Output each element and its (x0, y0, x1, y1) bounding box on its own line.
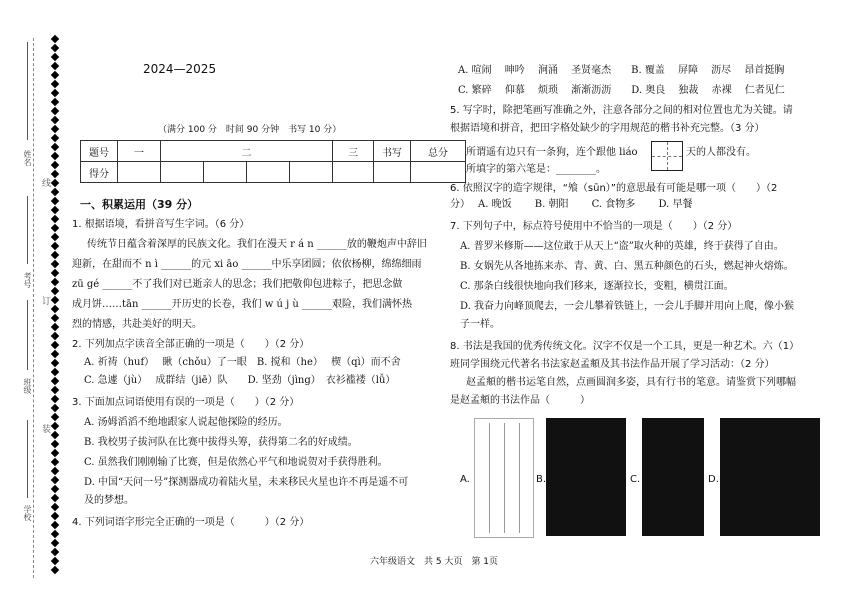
q2-stem: 2. 下列加点字读音全部正确的一项是（ ）（2 分） (72, 339, 310, 350)
border-diamond (51, 206, 59, 214)
border-diamond (51, 377, 59, 385)
score-header-cell: 题号 (81, 141, 118, 162)
q2-options-row2: C. 急遽（jù） 成群结（jiē）队 D. 坚劲（jìng） 衣衫褴褛（lǚ） (84, 375, 396, 386)
border-diamond (51, 521, 59, 529)
score-header-cell: 书写 (374, 141, 411, 162)
border-diamond (51, 359, 59, 367)
score-table (80, 140, 466, 183)
sidebar-label-name: 姓名 (23, 150, 32, 166)
border-diamond (51, 413, 59, 421)
border-diamond (51, 449, 59, 457)
callig-option-a-label: A. (460, 474, 470, 485)
q8-quote: 赵孟頫的楷书运笔自然，点画圆润多姿，具有行书的笔意。请鉴赏下列哪幅 (466, 377, 796, 388)
border-diamond (51, 116, 59, 124)
score-cell[interactable] (374, 162, 411, 183)
border-diamond (51, 107, 59, 115)
section-title: 一、积累运用（39 分） (80, 198, 199, 211)
border-diamond (51, 35, 59, 43)
q5-sentence-end: 天的人都没有。 (686, 147, 756, 158)
q3-option-a: A. 汤姆滔滔不绝地跟家人说起他探险的经历。 (84, 417, 288, 428)
border-diamond (51, 134, 59, 142)
border-diamond (51, 98, 59, 106)
school-write-line (27, 420, 28, 498)
score-header-cell: 二 (161, 141, 333, 162)
border-diamond (51, 485, 59, 493)
q5-stem: 5. 写字时，除把笔画写准确之外，注意各部分之间的相对位置也尤为关键。请 (450, 105, 793, 116)
border-diamond (51, 431, 59, 439)
border-diamond (51, 188, 59, 196)
border-diamond (51, 296, 59, 304)
border-diamond (51, 386, 59, 394)
q5-fill-blank: 所填字的第六笔是：________。 (466, 164, 606, 175)
q7-option-a: A. 普罗米修斯——这位敢于从天上“盗”取火种的英雄，终于获得了自由。 (460, 241, 784, 252)
border-diamond (51, 332, 59, 340)
callig-option-d-label: D. (708, 474, 719, 485)
border-diamond (51, 269, 59, 277)
exam-info: （满分 100 分 时间 90 分钟 书写 10 分） (158, 125, 342, 135)
border-diamond (51, 197, 59, 205)
border-diamond (51, 125, 59, 133)
q8-quote-cont: 是赵孟頫的书法作品（ ） (450, 395, 590, 406)
seal-mark-line: 线 (40, 178, 50, 187)
calligraphy-sample-a-image[interactable] (474, 418, 534, 538)
q2-options-row1: A. 祈祷（huf） 瞅（chǒu）了一眼 B. 搅和（he） 楔（qì）而不舍 (84, 357, 401, 368)
border-diamond (51, 215, 59, 223)
border-diamond (51, 557, 59, 565)
border-diamond (51, 458, 59, 466)
q1-line: 成月饼……tān ______开历史的长卷，我们 w ú j ù ______艰险，我们满怀热 (72, 299, 413, 310)
border-diamond (51, 89, 59, 97)
score-row-label: 得分 (81, 162, 118, 183)
q3-option-d-cont: 及的梦想。 (84, 495, 134, 506)
border-diamond (51, 62, 59, 70)
seal-mark-bind: 订 (40, 296, 50, 305)
border-diamond (51, 395, 59, 403)
tian-zi-ge-box[interactable] (651, 141, 683, 171)
border-diamond (51, 80, 59, 88)
diamond-border (52, 36, 60, 576)
calligraphy-sample-c-image[interactable] (642, 418, 704, 536)
border-diamond (51, 152, 59, 160)
class-write-line (27, 300, 28, 370)
q6-options: A. 晚饭 B. 朝阳 C. 食物多 D. 早餐 (478, 199, 693, 210)
border-diamond (51, 242, 59, 250)
q3-option-d: D. 中国“天问一号”探测器成功着陆火星，未来移民火星也许不再是遥不可 (84, 477, 409, 488)
q1-line: 烈的情感，共赴美好的明天。 (72, 319, 202, 330)
score-header-cell: 三 (333, 141, 374, 162)
border-diamond (51, 161, 59, 169)
border-diamond (51, 512, 59, 520)
q8-stem-cont: 班同学围绕元代著名书法家赵孟頫及其书法作品开展了学习活动：（2 分） (450, 359, 775, 370)
q7-option-d: D. 我奋力向峰顶爬去，一会儿攀着铁链上，一会儿手脚并用向上爬，像小猴 (460, 301, 795, 312)
score-cell[interactable] (290, 162, 333, 183)
border-diamond (51, 341, 59, 349)
q7-option-c: C. 那条白线很快地向我们移来，逐渐拉长，变粗，横贯江面。 (460, 281, 734, 292)
q5-sentence: 所谓遥有边只有一条狗，连个跟他 liáo (466, 147, 638, 158)
name-write-line (27, 42, 28, 140)
score-cell[interactable] (411, 162, 466, 183)
border-diamond (51, 71, 59, 79)
q7-option-b: B. 女娲先从各地拣来赤、青、黄、白、黑五种颜色的石头，燃起神火熔炼。 (460, 261, 794, 272)
border-diamond (51, 566, 59, 574)
calligraphy-sample-d-image[interactable] (720, 418, 820, 536)
border-diamond (51, 44, 59, 52)
score-cell[interactable] (333, 162, 374, 183)
border-diamond (51, 278, 59, 286)
exam-number-write-line (27, 196, 28, 264)
border-diamond (51, 503, 59, 511)
q1-line: 传统节日蕴含着深厚的民族文化。我们在漫天 r á n ______放的鞭炮声中辞旧 (87, 239, 427, 250)
border-diamond (51, 170, 59, 178)
score-cell[interactable] (161, 162, 204, 183)
border-diamond (51, 404, 59, 412)
binding-dashed-line (33, 38, 34, 578)
q4-options-row2: C. 繁碎 仰慕 烦琐 渐渐沥沥 D. 奥良 独裁 赤裸 仁者见仁 (458, 85, 785, 96)
q7-stem: 7. 下列句子中，标点符号使用中不恰当的一项是（ ）（2 分） (450, 221, 738, 232)
q3-option-c: C. 虽然我们刚刚输了比赛，但是依然心平气和地说贺对手获得胜利。 (84, 457, 388, 468)
q7-option-d-cont: 子一样。 (460, 319, 500, 330)
border-diamond (51, 368, 59, 376)
q1-stem: 1. 根据语境，看拼音写生字词。（6 分） (72, 219, 250, 230)
border-diamond (51, 251, 59, 259)
score-cell[interactable] (204, 162, 247, 183)
sidebar-label-school: 学校 (23, 505, 32, 521)
score-header-cell: 总分 (411, 141, 466, 162)
border-diamond (51, 539, 59, 547)
border-diamond (51, 224, 59, 232)
border-diamond (51, 314, 59, 322)
sidebar-label-class: 班级 (23, 378, 32, 394)
seal-mark-fix: 装 (40, 424, 50, 433)
score-cell[interactable] (247, 162, 290, 183)
school-year: 2024—2025 (143, 62, 217, 76)
q6-stem: 6. 依照汉字的造字规律，“飧（sūn）”的意思最有可能是哪一项（ ）（2 (450, 183, 778, 194)
border-diamond (51, 548, 59, 556)
border-diamond (51, 494, 59, 502)
q6-stem-end: 分） (450, 199, 470, 210)
sidebar-label-exam-number: 考号 (23, 272, 32, 288)
callig-option-b-label: B. (536, 474, 547, 485)
q1-line: zū gé ______不了我们对已逝亲人的思念；我们把敬仰包进粽子，把思念做 (72, 279, 403, 290)
callig-option-c-label: C. (630, 474, 641, 485)
border-diamond (51, 260, 59, 268)
q8-stem: 8. 书法是我国的优秀传统文化。汉字不仅是一个工具，更是一种艺术。六（1） (450, 341, 800, 352)
border-diamond (51, 467, 59, 475)
border-diamond (51, 305, 59, 313)
border-diamond (51, 476, 59, 484)
border-diamond (51, 440, 59, 448)
q3-stem: 3. 下面加点词语使用有误的一项是（ ）（2 分） (72, 397, 300, 408)
q4-stem: 4. 下列词语字形完全正确的一项是（ ）（2 分） (72, 517, 310, 528)
q4-options-row1: A. 喧闹 呻吟 涧涌 圣贤毫杰 B. 覆盖 屏障 沥尽 昂首挺胸 (458, 65, 785, 76)
calligraphy-sample-b-image[interactable] (546, 418, 626, 536)
border-diamond (51, 53, 59, 61)
score-cell[interactable] (118, 162, 161, 183)
page-footer: 六年级语文 共 5 大页 第 1页 (370, 557, 499, 567)
border-diamond (51, 143, 59, 151)
border-diamond (51, 530, 59, 538)
q3-option-b: B. 我校男子拔河队在比赛中拔得头筹，获得第二名的好成绩。 (84, 437, 358, 448)
border-diamond (51, 287, 59, 295)
border-diamond (51, 422, 59, 430)
border-diamond (51, 350, 59, 358)
border-diamond (51, 233, 59, 241)
score-header-cell: 一 (118, 141, 161, 162)
border-diamond (51, 323, 59, 331)
q1-line: 迎新，在甜而不 n ì ______的元 xi āo ______中乐享团圆；依依杨柳，绵绵细雨 (72, 259, 422, 270)
border-diamond (51, 179, 59, 187)
q5-stem-cont: 根据语境和拼音，把田字格处缺少的字用规范的楷书补充完整。（3 分） (450, 123, 765, 134)
